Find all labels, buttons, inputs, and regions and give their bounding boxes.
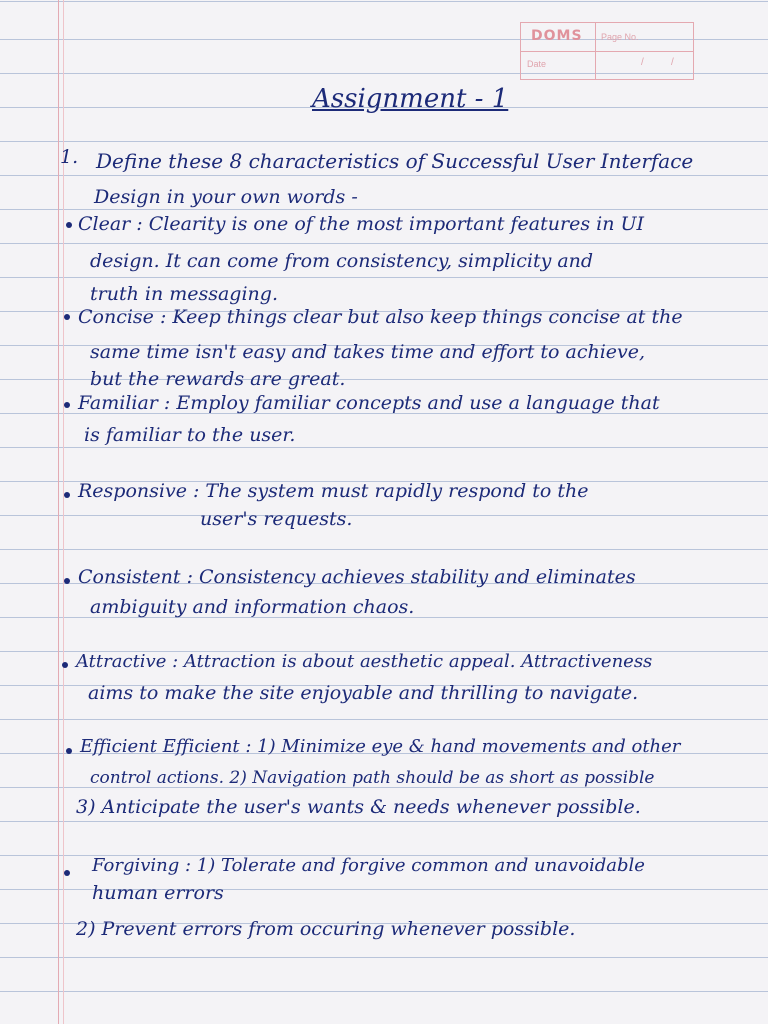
margin-line [58, 0, 59, 1024]
item-clear-line-3: truth in messaging. [90, 283, 278, 305]
bullet-point [66, 222, 72, 228]
date-label: Date [527, 59, 547, 69]
item-familiar-line-1: Familiar : Employ familiar concepts and use a language that [78, 392, 660, 414]
item-forgiving-line-2: human errors [92, 882, 224, 904]
item-responsive-line-1: Responsive : The system must rapidly respond to the [78, 480, 589, 502]
bullet-point [64, 314, 70, 320]
item-clear-line-1: Clear : Clearity is one of the most important features in UI [78, 213, 644, 235]
date-separator: / [641, 57, 644, 68]
bullet-point [64, 870, 70, 876]
item-forgiving-line-1: Forgiving : 1) Tolerate and forgive common and unavoidable [92, 855, 645, 876]
bullet-point [64, 402, 70, 408]
question-line-1: Define these 8 characteristics of Successful User Interface [96, 149, 694, 173]
date-separator: / [671, 57, 674, 68]
question-line-2: Design in your own words - [94, 186, 358, 208]
item-responsive-line-2: user's requests. [200, 508, 353, 530]
bullet-point [66, 748, 72, 754]
item-attractive-line-1: Attractive : Attraction is about aesthetic appeal. Attractiveness [76, 651, 653, 672]
page-no-label: Page No. [601, 32, 639, 42]
item-efficient-line-2: control actions. 2) Navigation path should be as short as possible [90, 768, 655, 788]
item-attractive-line-2: aims to make the site enjoyable and thrilling to navigate. [88, 682, 639, 704]
brand-logo: DOMS [531, 28, 583, 44]
page-header-box [520, 22, 694, 80]
bullet-point [64, 492, 70, 498]
bullet-point [64, 578, 70, 584]
item-forgiving-line-3: 2) Prevent errors from occuring whenever possible. [76, 918, 576, 940]
bullet-point [62, 662, 68, 668]
item-consistent-line-1: Consistent : Consistency achieves stability and eliminates [78, 566, 636, 588]
item-concise-line-2: same time isn't easy and takes time and effort to achieve, [90, 341, 646, 363]
item-concise-line-3: but the rewards are great. [90, 368, 346, 390]
item-familiar-line-2: is familiar to the user. [84, 424, 296, 446]
item-consistent-line-2: ambiguity and information chaos. [90, 596, 415, 618]
question-number: 1. [60, 146, 79, 168]
item-efficient-line-1: Efficient Efficient : 1) Minimize eye & hand movements and other [80, 736, 681, 757]
page-title: Assignment - 1 [312, 84, 509, 114]
item-concise-line-1: Concise : Keep things clear but also keep things concise at the [78, 306, 683, 328]
item-efficient-line-3: 3) Anticipate the user's wants & needs whenever possible. [76, 796, 641, 818]
header-divider-horizontal [521, 51, 693, 52]
item-clear-line-2: design. It can come from consistency, simplicity and [90, 250, 594, 272]
